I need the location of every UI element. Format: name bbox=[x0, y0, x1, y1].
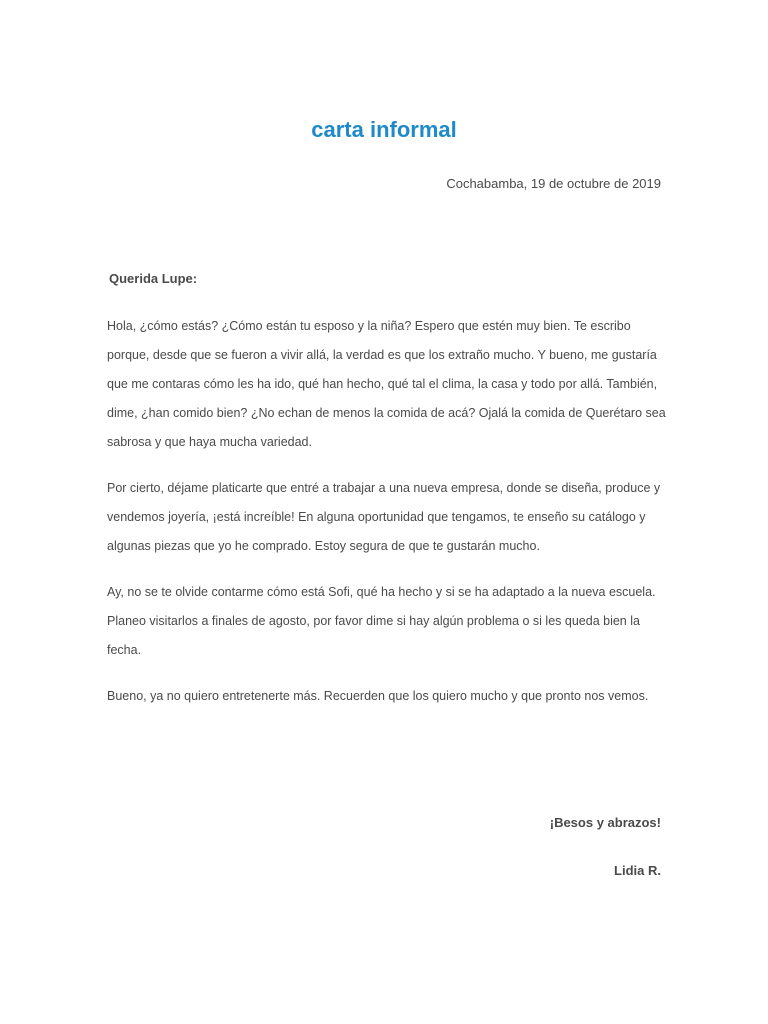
letter-body bbox=[107, 312, 667, 728]
date-line: Cochabamba, 19 de octubre de 2019 bbox=[446, 176, 661, 191]
paragraph-4: Bueno, ya no quiero entretenerte más. Recuerden que los quiero mucho y que pronto nos vemos. bbox=[107, 689, 649, 703]
letter-title: carta informal bbox=[311, 117, 457, 142]
closing: ¡Besos y abrazos! bbox=[549, 815, 661, 830]
paragraph-1: Hola, ¿cómo estás? ¿Cómo están tu esposo y la niña? Espero que estén muy bien. Te escribo porque, desde que se fueron a vivir allá, la verdad es que los extraño mucho. Y bueno, me gustaría que me contaras cómo les ha ido, qué han hecho, qué tal el clima, la casa y todo por allá. También, dime, ¿han comido bien? ¿No echan de menos la comida de acá? Ojalá la comida de Querétaro sea sabrosa y que haya mucha variedad. bbox=[107, 319, 666, 449]
paragraph-2: Por cierto, déjame platicarte que entré a trabajar a una nueva empresa, donde se diseña, produce y vendemos joyería, ¡está increíble! En alguna oportunidad que tengamos, te enseño su catálogo y algunas piezas que yo he comprado. Estoy segura de que te gustarán mucho. bbox=[107, 481, 661, 553]
paragraph-3: Ay, no se te olvide contarme cómo está Sofi, qué ha hecho y si se ha adaptado a la nueva escuela. Planeo visitarlos a finales de agosto, por favor dime si hay algún problema o si les queda bien la fecha. bbox=[107, 585, 656, 657]
greeting: Querida Lupe: bbox=[109, 271, 198, 286]
signature: Lidia R. bbox=[614, 863, 661, 878]
